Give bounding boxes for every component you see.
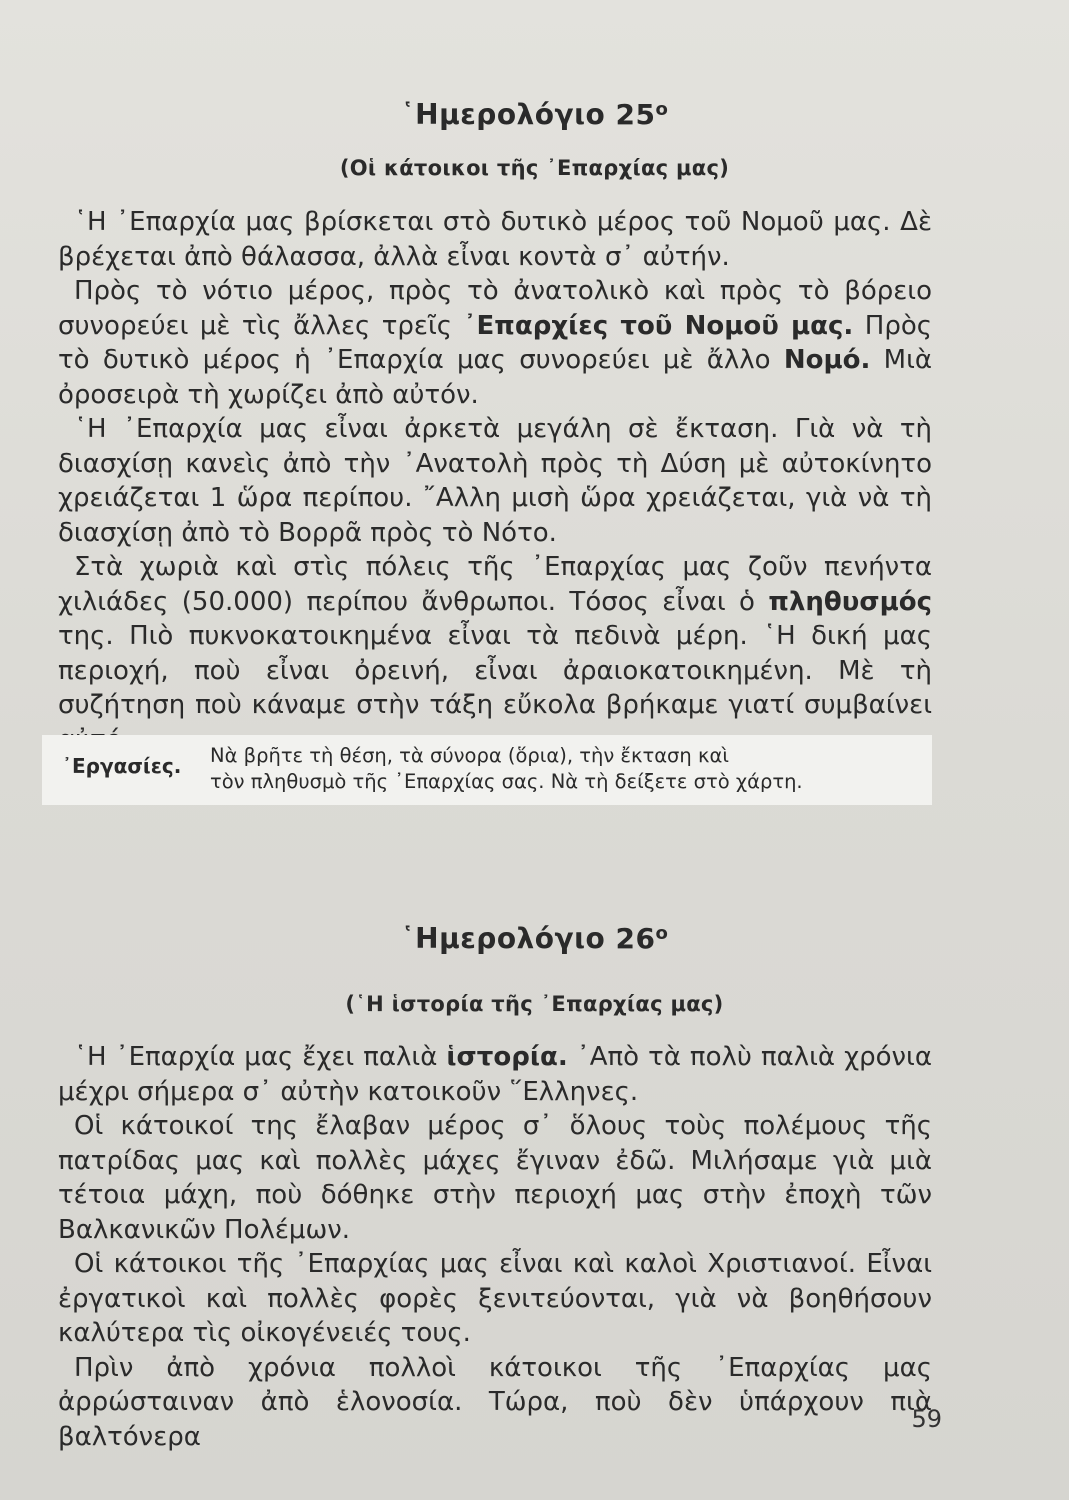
diary-25-p4-part-c: της. Πιὸ πυκνοκατοικημένα εἶναι τὰ πεδινὰ μέρη. ῾Η δική μας περιοχή, ποὺ εἶναι ὀρεινή, εἶναι ἀραιοκατοικημένη. Μὲ τὴ συζήτηση ποὺ κάναμε στὴν τάξη εὔκολα βρήκαμε γιατί συμβαίνει <box>58 621 932 720</box>
diary-26-paragraph-1 <box>58 1040 932 1109</box>
diary-25-p2-bold-b: Νομό. <box>783 345 871 375</box>
exercise-line-2: τὸν πληθυσμὸ τῆς ᾿Επαρχίας σας. Νὰ τὴ δείξετε στὸ χάρτη. <box>210 770 803 793</box>
diary-26-paragraph-2: Οἱ κάτοικοί της ἔλαβαν μέρος σ᾿ ὅλους τοὺς πολέμους τῆς πατρίδας μας καὶ πολλὲς μάχες ἔγιναν ἐδῶ. Μιλήσαμε γιὰ μιὰ τέτοια μάχη, ποὺ δόθηκε στὴν περιοχή μας στὴν ἐποχὴ τῶν Βαλκανικῶν Πολέμων. <box>58 1111 932 1245</box>
diary-26-subtitle: (῾Η ἱστορία τῆς ᾿Επαρχίας μας) <box>345 992 724 1016</box>
diary-26-paragraph-3: Οἱ κάτοικοι τῆς ᾿Επαρχίας μας εἶναι καὶ καλοὶ Χριστιανοί. Εἶναι ἐργατικοὶ καὶ πολλὲς φορὲς ξενιτεύονται, γιὰ νὰ βοηθήσουν καλύτερα τὶς οἰκογένειές τους. <box>58 1249 932 1348</box>
exercise-label: ᾿Εργασίες. <box>62 754 182 778</box>
diary-25-title-sup: ο <box>655 99 669 120</box>
diary-25-paragraph-2 <box>58 274 932 412</box>
diary-25-title-text: ῾Ημερολόγιο 25 <box>400 98 656 131</box>
diary-25-body <box>58 205 932 757</box>
exercise-box <box>42 735 932 805</box>
diary-25-p4-bold: πληθυσμός <box>768 586 932 617</box>
diary-26-p1-bold: ἱστορία. <box>446 1042 568 1072</box>
diary-26-p1-part-a: ῾Η ᾿Επαρχία μας ἔχει παλιὰ <box>74 1042 447 1072</box>
diary-25-subtitle: (Οἱ κάτοικοι τῆς ᾿Επαρχίας μας) <box>339 156 730 180</box>
diary-25-p4-part-a: Στὰ χωριὰ καὶ στὶς πόλεις τῆς ᾿Επαρχίας μας ζοῦν πενήντα χιλιάδες (50.000) περίπου ἄνθρωποι. Τόσος εἶναι ὁ <box>58 552 932 617</box>
diary-25-paragraph-3: ῾Η ᾿Επαρχία μας εἶναι ἀρκετὰ μεγάλη σὲ ἔκταση. Γιὰ νὰ τὴ διασχίσῃ κανεὶς ἀπὸ τὴν ᾿Ανατολὴ πρὸς τὴ Δύση μὲ αὐτοκίνητο χρειάζεται 1 ὥρα περίπου. ῎Αλλη μισὴ ὥρα χρειάζεται, γιὰ νὰ τὴ διασχίσῃ ἀπὸ τὸ Βορρᾶ πρὸς τὸ Νότο. <box>58 414 932 548</box>
diary-25-p2-part-c: Πρὸς τὸ δυτικὸ μέρος ἡ ᾿Επαρχία μας συνορεύει μὲ ἄλλο <box>58 310 932 375</box>
diary-26-p1-part-c: ᾿Απὸ τὰ πολὺ παλιὰ χρόνια μέχρι σήμερα σ᾿ αὐτὴν κατοικοῦν ῞Ελληνες. <box>58 1042 932 1107</box>
page-number: 59 <box>911 1405 942 1433</box>
diary-25-paragraph-4 <box>58 550 932 757</box>
diary-26-body <box>58 1040 932 1454</box>
diary-26-paragraph-4: Πρὶν ἀπὸ χρόνια πολλοὶ κάτοικοι τῆς ᾿Επαρχίας μας ἀρρώσταιναν ἀπὸ ἑλονοσία. Τώρα, ποὺ δὲν ὑπάρχουν πιὰ βαλτόνερα <box>58 1352 932 1452</box>
exercise-body <box>210 743 930 795</box>
diary-25-p2-part-e: Μιὰ ὀροσειρὰ τὴ χωρίζει ἀπὸ αὐτόν. <box>58 345 933 410</box>
diary-26-title-text: ῾Ημερολόγιο 26 <box>400 922 656 955</box>
diary-26-title <box>0 922 1069 955</box>
diary-25-title <box>0 98 1069 131</box>
diary-26-title-sup: ο <box>655 923 669 944</box>
exercise-line-1: Νὰ βρῆτε τὴ θέση, τὰ σύνορα (ὅρια), τὴν ἔκταση καὶ <box>210 744 729 767</box>
diary-25-p2-part-a: Πρὸς τὸ νότιο μέρος, πρὸς τὸ ἀνατολικὸ καὶ πρὸς τὸ βόρειο συνορεύει μὲ τὶς ἄλλες τρεῖς <box>58 276 932 341</box>
diary-25-paragraph-1: ῾Η ᾿Επαρχία μας βρίσκεται στὸ δυτικὸ μέρος τοῦ Νομοῦ μας. Δὲ βρέχεται ἀπὸ θάλασσα, ἀλλὰ εἶναι κοντὰ σ᾿ αὐτήν. <box>58 207 932 272</box>
diary-25-p2-bold-a: ᾿Επαρχίες τοῦ Νομοῦ μας. <box>463 310 854 341</box>
